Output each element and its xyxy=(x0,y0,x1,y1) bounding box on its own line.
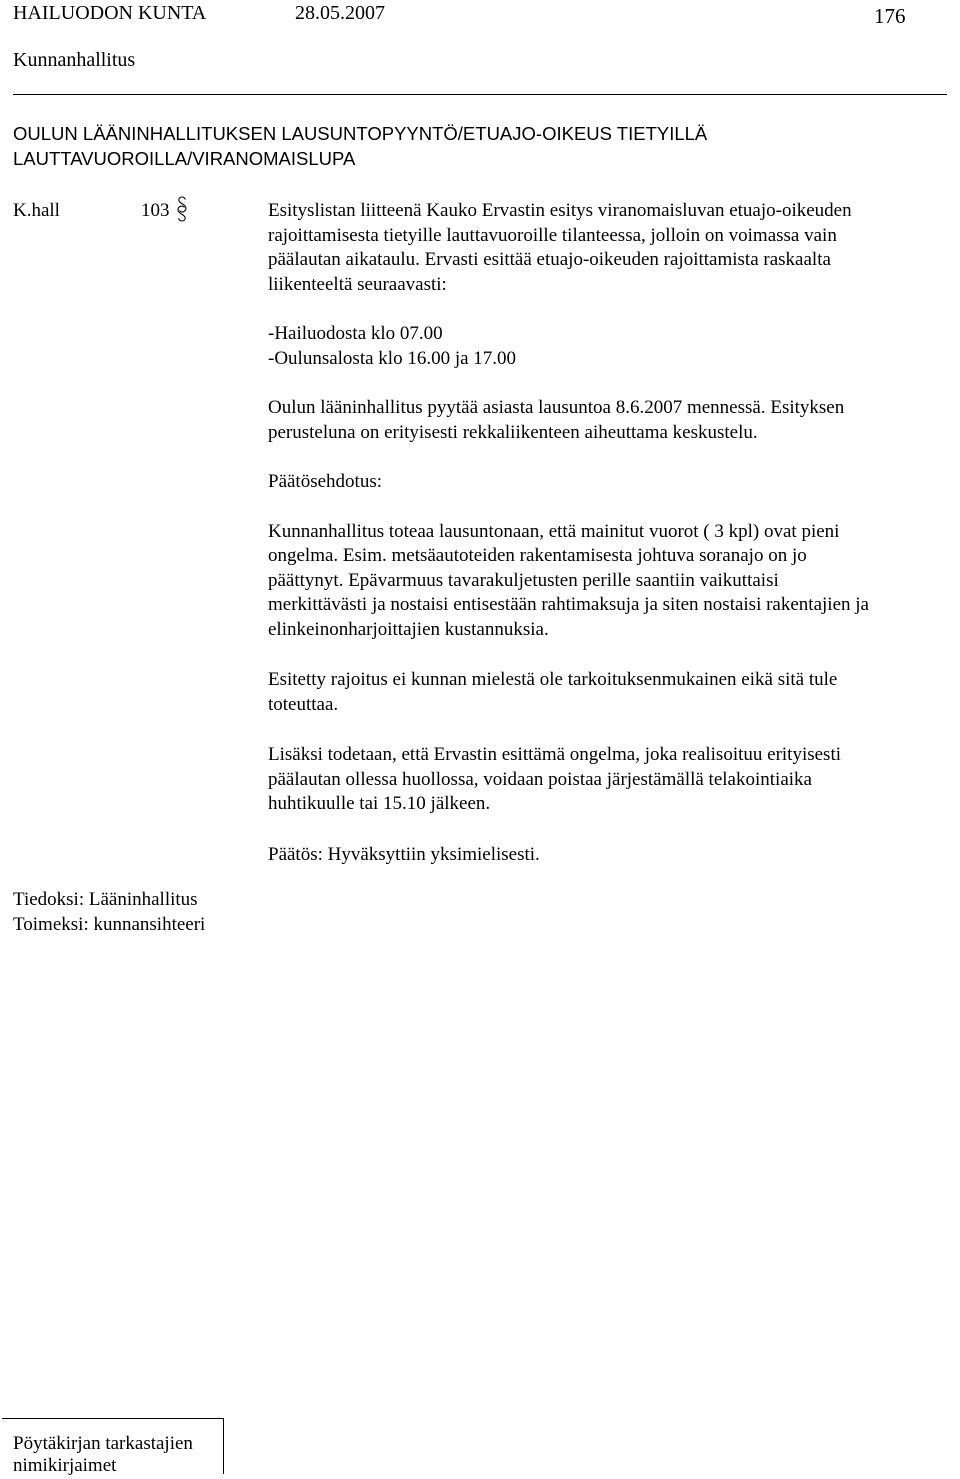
distribution-notes xyxy=(13,888,205,937)
proposal-paragraph-1: Kunnanhallitus toteaa lausuntonaan, että mainitut vuorot ( 3 kpl) ovat pieni ongelma. Esim. metsäautoteiden rakentamisesta johtuva soranajo on jo päättynyt. Epävarmuus tavarakuljetusten perille saantiin vaikuttaisi merkittävästi ja nostaisi entisestään rahtimaksuja ja siten nostaisi rakentajien ja elinkeinonharjoittajien kustannuksia. xyxy=(268,520,869,640)
signature-box-label-1: Pöytäkirjan tarkastajien xyxy=(13,1433,193,1454)
proposal-label: Päätösehdotus: xyxy=(268,471,382,492)
section-sign-icon xyxy=(176,196,188,222)
decision: Päätös: Hyväksyttiin yksimielisesti. xyxy=(268,843,540,865)
request-paragraph: Oulun lääninhallitus pyytää asiasta lausuntoa 8.6.2007 mennessä. Esityksen perusteluna on erityisesti rekkaliikenteen aiheuttama keskustelu. xyxy=(268,397,845,443)
proposal-paragraph-2: Esitetty rajoitus ei kunnan mielestä ole tarkoituksenmukainen eikä sitä tule toteuttaa. xyxy=(268,669,838,715)
for-information: Tiedoksi: Lääninhallitus xyxy=(13,889,198,910)
signature-box-label-2: nimikirjaimet xyxy=(13,1455,117,1476)
page-number: 176 xyxy=(874,4,906,28)
for-action: Toimeksi: kunnansihteeri xyxy=(13,913,206,935)
governing-body: Kunnanhallitus xyxy=(13,49,136,71)
signature-box xyxy=(2,1418,224,1474)
section-ref: K.hall xyxy=(13,200,60,221)
meeting-date: 28.05.2007 xyxy=(295,2,385,24)
intro-paragraph: Esityslistan liitteenä Kauko Ervastin esitys viranomaisluvan etuajo-oikeuden rajoittamisesta tietyille lauttavuoroille tilanteessa, jolloin on voimassa vain päälautan aikataulu. Ervasti esittää etuajo-oikeuden rajoittamista raskaalta liikenteeltä seuraavasti: xyxy=(268,200,852,295)
header-divider xyxy=(13,94,947,95)
time-hailuoto: -Hailuodosta klo 07.00 xyxy=(268,323,443,344)
municipality-name: HAILUODON KUNTA xyxy=(13,2,207,24)
title-line-2: LAUTTAVUOROILLA/VIRANOMAISLUPA xyxy=(13,147,356,169)
time-oulunsalo: -Oulunsalosta klo 16.00 ja 17.00 xyxy=(268,347,517,369)
departure-times xyxy=(268,322,953,371)
document-title xyxy=(13,122,707,171)
proposal-paragraph-3: Lisäksi todetaan, että Ervastin esittämä ongelma, joka realisoituu erityisesti päälautan ollessa huollossa, voidaan poistaa järjestämällä telakointiaika huhtikuulle tai 15.10 jälkeen. xyxy=(268,744,842,814)
section-number: 103 xyxy=(141,200,170,221)
title-line-1: OULUN LÄÄNINHALLITUKSEN LAUSUNTOPYYNTÖ/ETUAJO-OIKEUS TIETYILLÄ xyxy=(13,123,708,144)
minutes-content xyxy=(268,199,953,867)
